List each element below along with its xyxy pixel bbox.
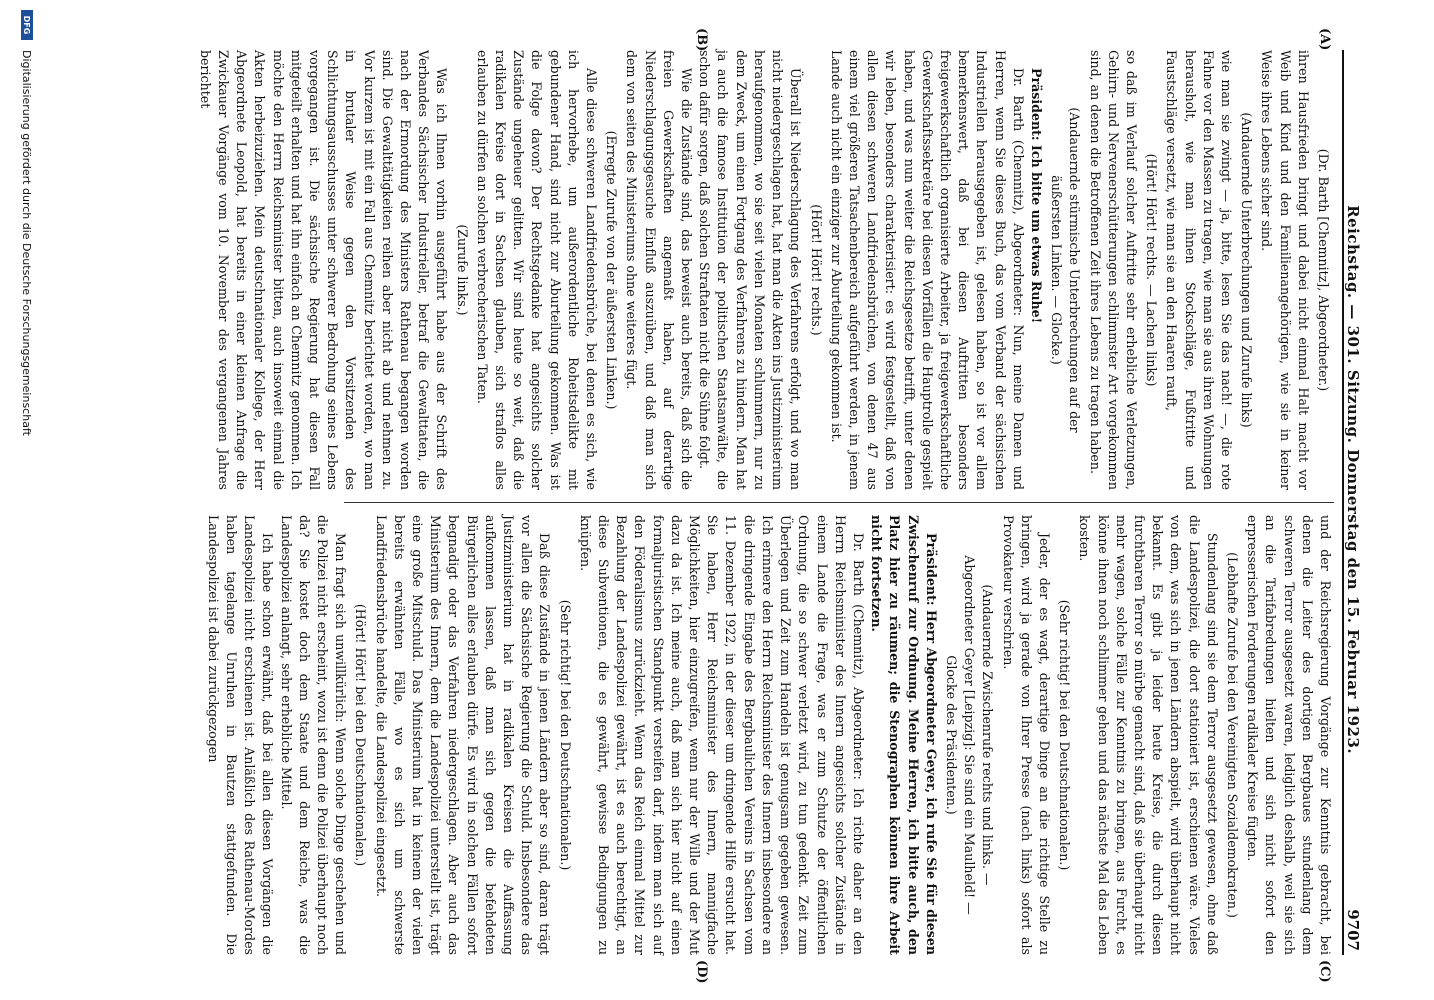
speaker-heading: (Dr. Barth [Chemnitz], Abgeordneter.) — [1316, 148, 1331, 392]
header-title: Reichstag. — 301. Sitzung. Donnerstag den 15. Februar 1923. — [1344, 205, 1362, 755]
interjection: (Andauernde Unterbrechungen und Zurufe links) — [1239, 112, 1255, 428]
left-column — [196, 50, 1334, 490]
paragraph: Wie die Zustände sind, das beweist auch bereits, daß sich die freien Gewerkschaften angemaßt haben, auf derartige Niederschlagungsgesuche Einfluß auszuüben, und daß man sich dem von seiten des Ministeriums ohne weiteres fügt. — [624, 50, 695, 490]
interjection: (Zurufe links.) — [454, 224, 470, 316]
interjection: (Hört! Hört! rechts.) — [808, 204, 824, 336]
column-divider — [344, 502, 1334, 503]
speech-paragraph: Dr. Barth (Chemnitz), Abgeordneter: Nun, meine Damen und Herren, wenn Sie dieses Buch, das vom Verband der sächsischen Industriellen herausgegeben ist, gelesen haben, so ist vor allem bemerkenswert, daß bei diesen Auftritten besonders freigewerkschaftlich organisierte Arbeiter, ja freigewerkschaftliche Gewerkschaftssekretäre bei diesen Vorfällen die Hauptrolle gespielt haben, und was nun weiter die Reichsgesetze betrifft, unter denen wir leben, besonders charakterisiert: es wird festgestellt, daß von allen diesen schweren Landfriedensbrüchen, von denen 47 aus einem viel größeren Tatsachenbereich aufgeführt werden, in jenem Lande auch nicht ein einziger zur Aburteilung gekommen ist. — [828, 50, 1026, 490]
paragraph: ihren Hausfrieden bringt und dabei nicht einmal Halt macht vor Weib und Kind und den Familienangehörigen, wie sie in keiner Weise ihres Lebens sicher sind. — [1259, 50, 1311, 490]
paragraph: Stundenlang sind sie dem Terror ausgesetzt gewesen, ohne daß die Landespolizei, die dort stationiert ist, erschienen wäre. Vieles von dem, was sich in jenen Ländern abspielt, wird überhaupt nicht bekannt. Es gibt ja leider heute Kreise, die durch diesen furchtbaren Terror so mürbe gemacht sind, daß sie überhaupt nicht mehr wagen, solche Fälle zur Kenntnis zu bringen, aus Furcht, es könne ihnen noch schlimmer gehen und das nächste Mal das Leben kosten. — [1077, 515, 1220, 955]
interjection: (Sehr richtig! bei den Deutschnationalen.) — [557, 599, 573, 871]
footer-text: Digitalisierung gefördert durch die Deutsche Forschungsgemeinschaft — [20, 50, 34, 436]
page-header — [1342, 50, 1374, 955]
margin-marker-c: (C) — [1317, 960, 1332, 983]
interjection: (Erregte Zurufe von der äußersten Linken.) — [604, 130, 620, 410]
right-column — [204, 515, 1334, 955]
speech-paragraph: Dr. Barth (Chemnitz), Abgeordneter: Ich richte daher an den Herrn Reichsminister des Innern angesichts solcher Zustände in einem Lande die Frage, was er zum Schutze der öffentlichen Ordnung, die so schwer verletzt wird, zu tun gedenkt. Zeit zum Überlegen und Zeit zum Handeln ist genugsam gegeben gewesen. Ich erinnere den Herrn Reichsminister des Innern insbesondere an die dringende Eingabe des Bergbaulichen Vereins in Sachsen vom 11. Dezember 1922, in der dieser um dringende Hilfe ersucht hat. Sie haben, Herr Reichsminister des Innern, mannigfache Möglichkeiten, hier einzugreifen, wenn nur der Wille und der Mut dazu da ist. Ich meine auch, daß man sich hier nicht auf einen formaljuristischen Standpunkt versteifen darf, indem man sich auf den Föderalismus zurückzieht. Wenn das Reich einmal Mittel zur Bezahlung der Landespolizei gewährt, ist es auch berechtigt, an diese Subventionen, die es gewährt, gewisse Bedingungen zu knüpfen. — [577, 515, 866, 955]
paragraph: Daß diese Zustände in jenen Ländern aber so sind, daran trägt vor allen die Sächsische Regierung die Schuld. Insbesondere das Justizministerium hat in radikalen Kreisen die Auffassung aufkommen lassen, daß man sich gegen die befehdeten Bürgerlichen alles erlauben dürfe. Es wird in solchen Fällen sofort begnadigt oder das Verfahren niedergeschlagen. Aber auch das Ministerium des Innern, dem die Landespolizei unterstellt ist, trägt eine große Mitschuld. Das Ministerium hat in keinem der vielen bereits erwähnten Fälle, wo es sich um schwerste Landfriedensbrüche handelte, die Landespolizei eingesetzt. — [373, 515, 553, 955]
paragraph: Was ich Ihnen vorhin ausgeführt habe aus der Schrift des Verbandes Sächsischer Industrieller, betraf die Gewalttaten, die nach der Ermordung des Ministers Rathenau begangen worden sind. Die Gewalttätigkeiten reihen aber nicht ab und nehmen zu. Vor kurzem ist mit ein Fall aus Chemnitz berichtet worden, wo man in brutaler Weise gegen den Vorsitzenden des Schlichtungsausschusses unter schwerer Bedrohung seines Lebens vorgegangen ist. Die sächsische Regierung hat diesen Fall mitgeteilt erhalten und hat ihn einfach an Chemnitz genommen. Ich möchte den Herrn Reichsminister bitten, auch insoweit einmal die Akten herbeizuziehen. Mein deutschnationaler Kollege, der Herr Abgeordnete Leopold, hat bereits in einer kleinen Anfrage die Zwickauer Vorgänge vom 10. November des vergangenen Jahres berichtet — [197, 50, 450, 490]
paragraph: Überall ist Niederschlagung des Verfahrens erfolgt, und wo man nicht niedergeschlagen hat, hat man die Akten ins Justizministerium heraufgenommen, wo sie seit vielen Monaten schlummern, nur zu dem Zweck, um einen Fortgang des Verfahrens zu hindern. Man hat ja auch die famose Institution der politischen Staatsanwälte, die schon dafür sorgen, daß solchen Straftaten nicht die Sühne folgt. — [697, 50, 804, 490]
president-remark: Präsident: Herr Abgeordneter Geyer, ich rufe Sie für diesen Zwischenruf zur Ordnung. Meine Herren, ich bitte auch, den Platz hier zu räumen; die Stenographen können ihre Arbeit nicht fortsetzen. — [869, 515, 939, 955]
dfg-logo: DFG — [21, 10, 33, 40]
paragraph: Alle diese schweren Landfriedensbrüche, bei denen es sich, wie ich hervorhebe, um außerordentliche Roheitsdelikte mit gebundener Hand, sind nicht zur Aburteilung gekommen. Was ist die Folge davon? Der Rechtsgedanke hat angesichts solcher Zustände ungeheuer gelitten. Wir sind heute so weit, daß die radikalen Kreise dort in Sachsen glauben, sich straflos alles erlauben zu dürfen an solchen verbrecherischen Taten. — [474, 50, 600, 490]
margin-marker-b: (B) — [694, 28, 709, 52]
paragraph: Man fragt sich unwillkürlich: Wenn solche Dinge geschehen und die Polizei nicht erscheint, wozu ist denn die Polizei überhaupt noch da? Sie kostet doch dem Staate und dem Reiche, was die Landespolizei anlangt, sehr erhebliche Mittel. — [278, 515, 349, 955]
margin-marker-a: (A) — [1317, 28, 1332, 51]
interjection: (Hört! Hört! bei den Deutschnationalen.) — [353, 603, 369, 867]
interjection: (Andauernde stürmische Unterbrechungen auf der äußersten Linken. — Glocke.) — [1049, 107, 1083, 433]
digitization-footer — [10, 10, 44, 970]
paragraph: so daß im Verlauf solcher Auftritte sehr erhebliche Verletzungen, Gehirn- und Nervenerschütterungen schlimmster Art vorgekommen sind, an denen die Betroffenen Zeit ihres Lebens zu tragen haben. — [1087, 50, 1139, 490]
paragraph: Ich habe schon erwähnt, daß bei allen diesen Vorgängen die Landespolizei nicht erschienen ist. Anläßlich des Rathenau-Mordes haben tagelange Unruhen in Bautzen stattgefunden. Die Landespolizei ist dabei zurückgezogen — [205, 515, 276, 955]
document-sheet — [64, 28, 1374, 984]
paragraph: Jeder, der es wagt, derartige Dinge an die richtige Stelle zu bringen, wird ja gerade von Ihrer Presse (nach links) sofort als Provokateur verschrien. — [1000, 515, 1052, 955]
interjection: (Hört! Hört! rechts. — Lachen links) — [1144, 153, 1160, 387]
margin-marker-d: (D) — [694, 960, 709, 984]
paragraph: und der Reichsregierung Vorgänge zur Kenntnis gebracht, bei denen die Leiter des dortigen Bergbaues stundenlang dem schweren Terror ausgesetzt waren, lediglich deshalb, weil sie sich an die Tarifabredungen hielten und sich nicht sofort den erpresserischen Forderungen radikaler Kreise fügten. — [1245, 515, 1333, 955]
interjection: (Sehr richtig! bei den Deutschnationalen.) — [1057, 599, 1073, 871]
interjection: (Andauernde Zwischenrufe rechts und links. — Abgeordneter Geyer [Leipzig]: Sie sind ein Maulheld! — Glocke des Präsidenten.) — [943, 555, 996, 915]
page-number: 9707 — [1344, 909, 1362, 951]
paragraph: wie man sie zwingt — ja, bitte, lesen Sie das nach! —, die rote Fahne vor den Massen zu tragen, wie man sie aus ihren Wohnungen herausholt, wie man ihnen Stockschläge, Fußtritte und Faustschläge versetzt, wie man sie an den Haaren rauft, — [1164, 50, 1234, 490]
interjection: (Lebhafte Zurufe bei den Vereinigten Sozialdemokraten.) — [1224, 552, 1240, 918]
president-remark: Präsident: Ich bitte um etwas Ruhe! — [1028, 68, 1044, 324]
